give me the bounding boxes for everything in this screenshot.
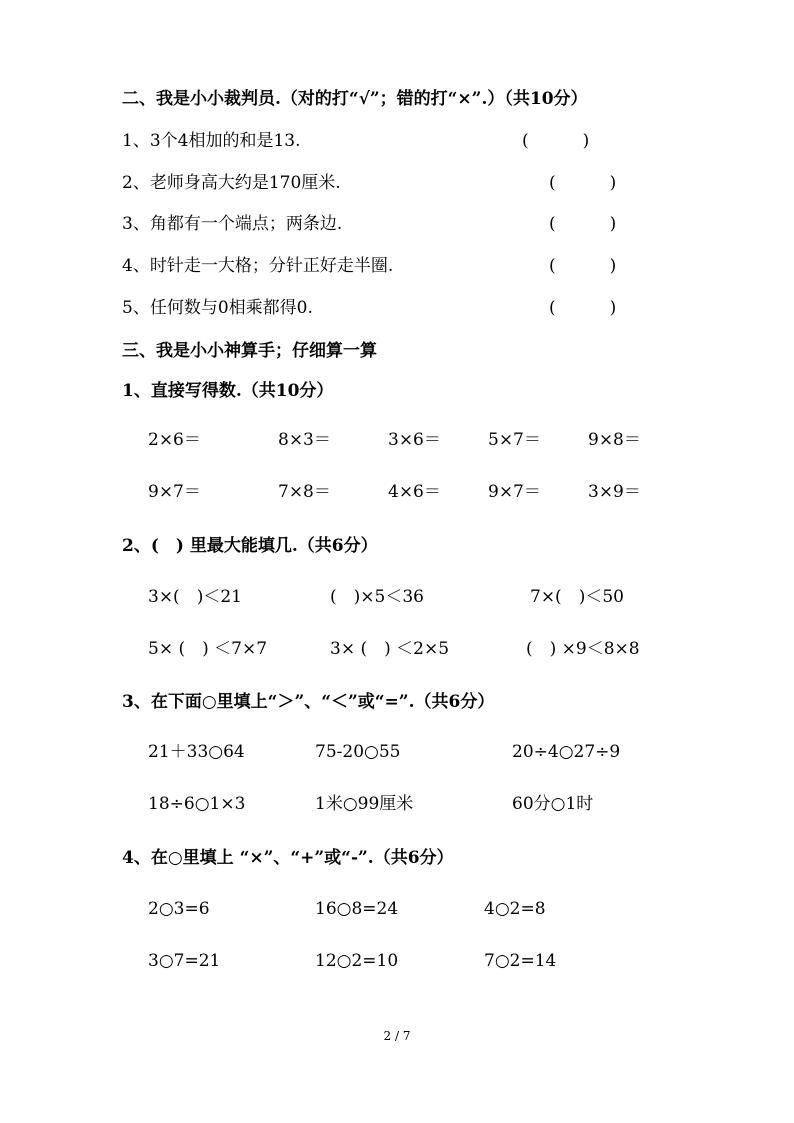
q3-problem[interactable]: 75-20○55: [315, 742, 401, 762]
q4-problem[interactable]: 16○8=24: [315, 899, 399, 919]
judge-item-5-answer-blank[interactable]: ( ): [549, 298, 617, 318]
q1-problem[interactable]: 4×6＝: [388, 482, 441, 502]
q2-problem[interactable]: 7×( )＜50: [530, 587, 624, 607]
judge-item-4-answer-blank[interactable]: ( ): [549, 256, 617, 276]
judge-item-4: 4、时针走一大格；分针正好走半圈.: [122, 256, 394, 276]
judge-item-5: 5、任何数与0相乘都得0.: [122, 298, 313, 318]
q1-problem[interactable]: 9×8＝: [588, 430, 641, 450]
q1-problem[interactable]: 3×6＝: [388, 430, 441, 450]
page-number: 2 / 7: [383, 1029, 411, 1043]
section-2-title: 二、我是小小裁判员.（对的打“√”；错的打“×”.）（共10分）: [122, 89, 588, 109]
q2-problem[interactable]: 3×( )＜21: [148, 587, 242, 607]
section-3-title: 三、我是小小神算手；仔细算一算: [122, 341, 377, 361]
judge-item-1-answer-blank[interactable]: ( ): [522, 131, 590, 151]
q3-problem[interactable]: 20÷4○27÷9: [512, 742, 621, 762]
q4-problem[interactable]: 4○2=8: [484, 899, 546, 919]
q4-problem[interactable]: 7○2=14: [484, 951, 557, 971]
judge-item-3-answer-blank[interactable]: ( ): [549, 214, 617, 234]
judge-item-3: 3、角都有一个端点；两条边.: [122, 214, 343, 234]
q3-problem[interactable]: 1米○99厘米: [315, 794, 414, 814]
judge-item-1: 1、3个4相加的和是13.: [122, 131, 301, 151]
q1-problem[interactable]: 9×7＝: [488, 482, 541, 502]
q4-problem[interactable]: 12○2=10: [315, 951, 399, 971]
q1-problem[interactable]: 8×3＝: [278, 430, 331, 450]
q1-problem[interactable]: 2×6＝: [148, 430, 201, 450]
q4-problem[interactable]: 2○3=6: [148, 899, 210, 919]
judge-item-2: 2、老师身高大约是170厘米.: [122, 173, 341, 193]
q2-problem[interactable]: 5× ( ) ＜7×7: [148, 639, 268, 659]
q2-title: 2、( ) 里最大能填几.（共6分）: [122, 536, 378, 556]
q2-problem[interactable]: 3× ( ) ＜2×5: [330, 639, 450, 659]
q3-problem[interactable]: 18÷6○1×3: [148, 794, 246, 814]
q1-title: 1、直接写得数.（共10分）: [122, 381, 334, 401]
q1-problem[interactable]: 5×7＝: [488, 430, 541, 450]
q2-problem[interactable]: ( ) ×9＜8×8: [526, 639, 640, 659]
q4-problem[interactable]: 3○7=21: [148, 951, 221, 971]
q3-problem[interactable]: 60分○1时: [512, 794, 594, 814]
q2-problem[interactable]: ( )×5＜36: [330, 587, 424, 607]
q4-title: 4、在○里填上 “×”、“+”或“-”.（共6分）: [122, 848, 454, 868]
q3-problem[interactable]: 21＋33○64: [148, 742, 245, 762]
q1-problem[interactable]: 9×7＝: [148, 482, 201, 502]
q1-problem[interactable]: 3×9＝: [588, 482, 641, 502]
q3-title: 3、在下面○里填上“＞”、“＜”或“=”.（共6分）: [122, 692, 495, 712]
judge-item-2-answer-blank[interactable]: ( ): [549, 173, 617, 193]
q1-problem[interactable]: 7×8＝: [278, 482, 331, 502]
